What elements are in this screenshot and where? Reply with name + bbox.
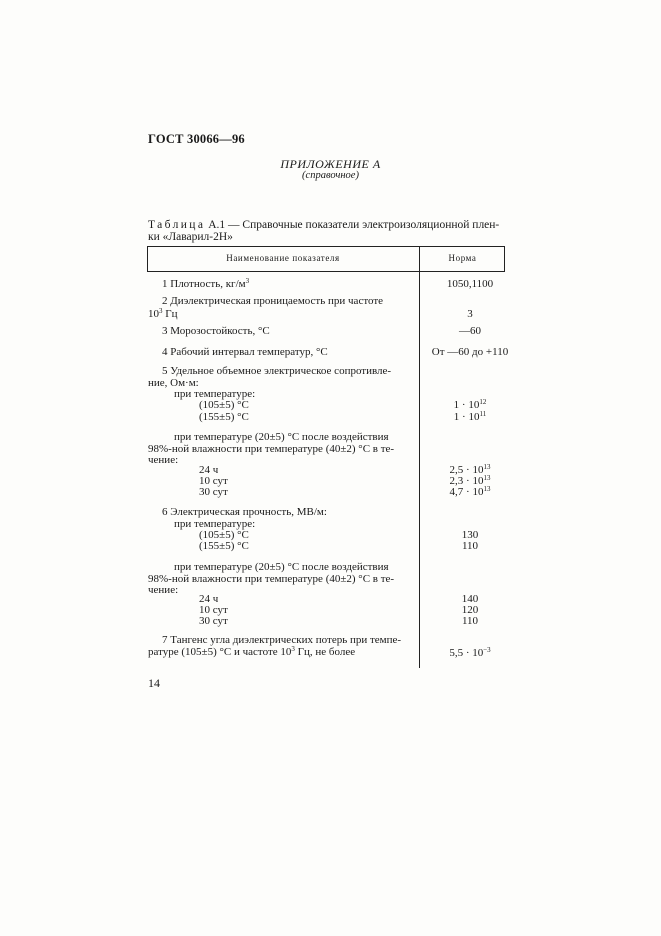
- row-6-humidity-line-3: чение:: [148, 584, 179, 596]
- column-header-name: Наименование показателя: [226, 253, 340, 263]
- row-5-humidity-line-2: 98%-ной влажности при температуре (40±2) °С в те-: [148, 443, 395, 455]
- row-6-duration-3: 30 сут: [199, 615, 228, 627]
- row-3-label: 3 Морозостойкость, °С: [162, 325, 270, 337]
- row-5-label-line-1: 5 Удельное объемное электрическое сопротивле-: [162, 365, 392, 377]
- row-5-duration-1: 24 ч: [199, 464, 219, 476]
- document-code: ГОСТ 30066—96: [148, 132, 245, 146]
- row-6-duration-value-2: 120: [461, 604, 479, 616]
- row-6-duration-value-1: 140: [461, 593, 479, 605]
- row-5-value-2: $1 \cdot 10^{11}$: [453, 410, 487, 423]
- row-6-label-line-1: 6 Электрическая прочность, МВ/м:: [162, 506, 327, 518]
- row-6-duration-2: 10 сут: [199, 604, 228, 616]
- row-6-temp-2: (155±5) °С: [199, 540, 249, 552]
- row-7-label-line-2: ратуре (105±5) °С и частоте $10^3$ Гц, не более: [148, 645, 356, 658]
- row-6-value-2: 110: [461, 540, 479, 552]
- row-6-humidity-line-1: при температуре (20±5) °С после воздействия: [174, 561, 389, 573]
- row-2-label-line-2: $10^3$ Гц: [148, 307, 178, 320]
- column-header-norm: Норма: [448, 253, 477, 263]
- row-5-duration-2: 10 сут: [199, 475, 228, 487]
- table-caption-label: Таблица: [148, 219, 206, 231]
- row-5-humidity-line-1: при температуре (20±5) °С после воздействия: [174, 431, 389, 443]
- row-6-duration-1: 24 ч: [199, 593, 219, 605]
- row-2-value: 3: [467, 308, 473, 320]
- row-5-label-line-2: ние, Ом·м:: [148, 377, 199, 389]
- row-5-duration-value-1: $2,5 \cdot 10^{13}$: [449, 463, 491, 476]
- table-caption-text: А.1 — Справочные показатели электроизоляционной плен-: [205, 219, 500, 231]
- row-5-temp-1: (105±5) °С: [199, 399, 249, 411]
- row-5-duration-value-2: $2,3 \cdot 10^{13}$: [449, 474, 491, 487]
- appendix-title: ПРИЛОЖЕНИЕ А: [280, 157, 381, 171]
- row-2-label-line-1: 2 Диэлектрическая проницаемость при частоте: [162, 295, 384, 307]
- row-7-value: $5,5 \cdot 10^{-3}$: [449, 646, 491, 659]
- row-5-label-line-3: при температуре:: [174, 388, 256, 400]
- page-number: 14: [148, 676, 160, 690]
- row-7-label-line-1: 7 Тангенс угла диэлектрических потерь при темпе-: [162, 634, 402, 646]
- row-1-value: 1050,1100: [446, 278, 494, 290]
- table-top-rule: [147, 246, 505, 247]
- appendix-subtitle: (справочное): [302, 170, 359, 181]
- row-5-duration-value-3: $4,7 \cdot 10^{13}$: [449, 485, 491, 498]
- row-4-label: 4 Рабочий интервал температур, °С: [162, 346, 328, 358]
- row-6-temp-1: (105±5) °С: [199, 529, 249, 541]
- row-5-value-1: $1 \cdot 10^{12}$: [453, 398, 487, 411]
- row-6-humidity-line-2: 98%-ной влажности при температуре (40±2) °С в те-: [148, 573, 395, 585]
- row-6-duration-value-3: 110: [461, 615, 479, 627]
- table-caption-line-2: ки «Лаварил-2Н»: [148, 231, 233, 243]
- table-header-rule: [147, 271, 505, 272]
- row-3-value: —60: [459, 325, 481, 337]
- row-4-value: От —60 до +110: [431, 346, 509, 358]
- row-6-value-1: 130: [461, 529, 479, 541]
- row-5-temp-2: (155±5) °С: [199, 411, 249, 423]
- row-1-label: 1 Плотность, $кг/м^3$: [162, 277, 250, 290]
- row-5-humidity-line-3: чение:: [148, 454, 179, 466]
- row-6-label-line-2: при температуре:: [174, 518, 256, 530]
- row-5-duration-3: 30 сут: [199, 486, 228, 498]
- table-caption-line-1: [148, 219, 499, 231]
